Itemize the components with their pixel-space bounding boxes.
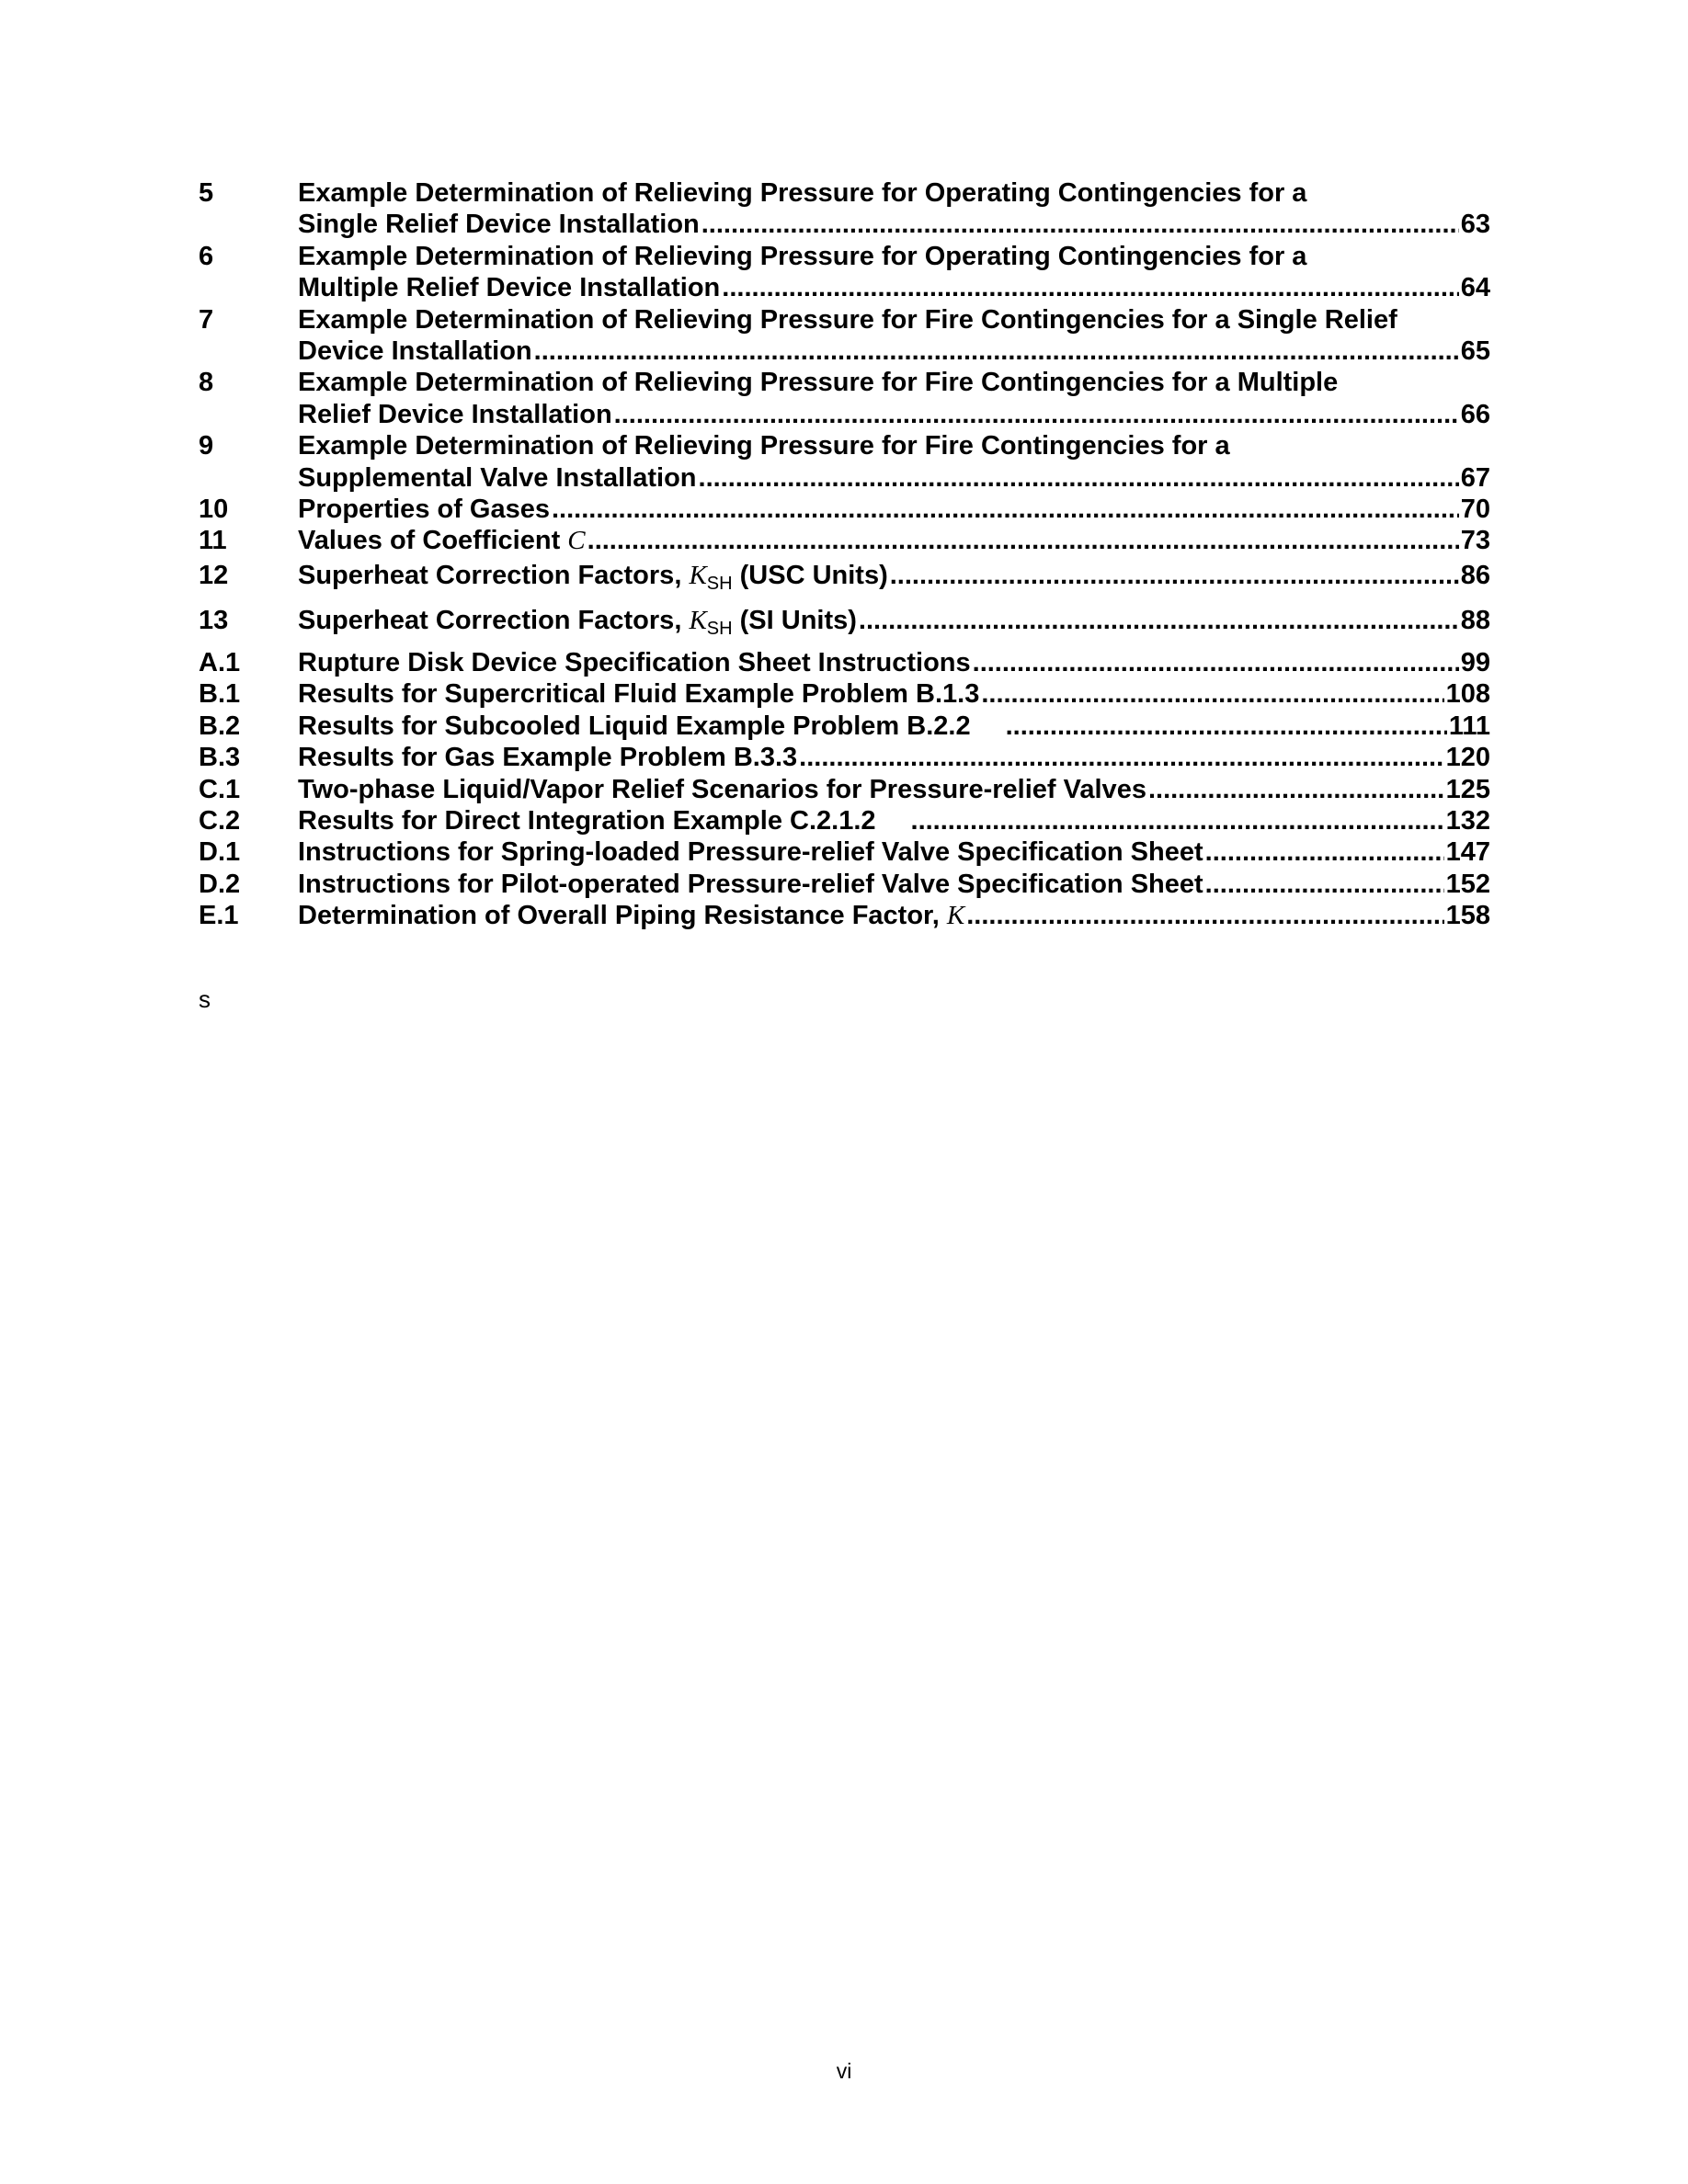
toc-entry-page: 66 (1460, 399, 1490, 429)
dot-leader (701, 209, 1459, 240)
dot-leader (911, 805, 1444, 836)
dot-leader (890, 557, 1459, 594)
toc-entry[interactable] (199, 647, 1490, 678)
toc-entry-number: 11 (199, 526, 227, 556)
dot-leader (699, 462, 1459, 494)
toc-entry-number: B.1 (199, 679, 241, 710)
toc-entry-title: Results for Gas Example Problem B.3.3 (298, 743, 798, 773)
toc-entry-title: Example Determination of Relieving Pressure for Fire Contingencies for a Single Relief (298, 304, 1397, 335)
toc-entry-number: 10 (199, 495, 229, 525)
math-symbol: K (946, 901, 965, 931)
toc-entry[interactable] (199, 900, 1490, 931)
toc-entry[interactable] (199, 678, 1490, 710)
toc-entry-title-continued: Single Relief Device Installation (298, 210, 700, 240)
toc-entry-page: 86 (1460, 560, 1490, 590)
toc-entry[interactable] (199, 177, 1490, 241)
toc-entry-number: 12 (199, 560, 229, 590)
toc-entry-page: 70 (1460, 495, 1490, 525)
toc-entry-number: 9 (199, 431, 214, 461)
toc-entry-number: B.2 (199, 711, 241, 741)
toc-entry-page: 73 (1460, 526, 1490, 556)
toc-entry-title: Example Determination of Relieving Pressure for Fire Contingencies for a (298, 431, 1230, 461)
toc-entry-number: C.1 (199, 774, 241, 804)
toc-entry[interactable] (199, 774, 1490, 805)
dot-leader (1148, 774, 1444, 805)
toc-entry-page: 111 (1448, 711, 1490, 741)
dot-leader (587, 525, 1459, 556)
toc-entry-number: E.1 (199, 901, 239, 931)
toc-entry-number: A.1 (199, 647, 241, 677)
toc-entry-page: 99 (1460, 647, 1490, 677)
toc-entry[interactable] (199, 430, 1490, 494)
toc-entry[interactable] (199, 525, 1490, 556)
toc-entry[interactable] (199, 836, 1490, 868)
toc-entry-page: 67 (1460, 462, 1490, 493)
math-subscript: SH (706, 618, 733, 639)
toc-entry-title: Rupture Disk Device Specification Sheet Instructions (298, 647, 971, 677)
toc-entry-page: 88 (1460, 605, 1490, 635)
toc-entry-title: Example Determination of Relieving Pressure for Fire Contingencies for a Multiple (298, 368, 1339, 398)
toc-entry-title-suffix: (SI Units) (739, 605, 857, 635)
toc-entry-title: Example Determination of Relieving Pressure for Operating Contingencies for a (298, 241, 1307, 271)
dot-leader (1205, 869, 1444, 900)
toc-entry-title: Instructions for Pilot-operated Pressure-relief Valve Specification Sheet (298, 869, 1203, 899)
dot-leader (973, 647, 1459, 678)
toc-entry[interactable] (199, 241, 1490, 304)
toc-entry-title: Superheat Correction Factors, (298, 605, 682, 635)
toc-entry-page: 125 (1445, 774, 1490, 804)
toc-entry-number: 6 (199, 241, 214, 271)
toc-entry-title: Results for Subcooled Liquid Example Problem B.2.2 (298, 711, 971, 741)
toc-entry-title: Example Determination of Relieving Pressure for Operating Contingencies for a (298, 178, 1307, 208)
dot-leader (859, 602, 1459, 639)
toc-entry-page: 108 (1445, 679, 1490, 710)
toc-entry-title: Superheat Correction Factors, (298, 560, 682, 590)
toc-entry[interactable] (199, 711, 1490, 742)
toc-entry[interactable] (199, 367, 1490, 430)
dot-leader (966, 900, 1443, 931)
toc-entry-number: C.2 (199, 805, 241, 836)
math-symbol: K (689, 560, 707, 590)
toc-entry-page: 158 (1445, 901, 1490, 931)
toc-entry-title: Results for Supercritical Fluid Example Problem B.1.3 (298, 679, 980, 710)
table-of-contents (199, 177, 1490, 932)
dot-leader (981, 678, 1443, 710)
toc-entry-number: D.2 (199, 869, 241, 899)
toc-entry-title-continued: Device Installation (298, 336, 532, 367)
toc-entry[interactable] (199, 557, 1490, 602)
toc-entry[interactable] (199, 869, 1490, 900)
toc-entry-title: Properties of Gases (298, 495, 550, 525)
toc-entry-title-continued: Relief Device Installation (298, 399, 612, 429)
stray-character: s (199, 985, 211, 1013)
math-symbol: C (567, 526, 586, 556)
toc-entry-page: 63 (1460, 210, 1490, 240)
toc-entry[interactable] (199, 494, 1490, 525)
toc-entry[interactable] (199, 742, 1490, 773)
toc-entry-title: Determination of Overall Piping Resistance Factor, (298, 901, 940, 931)
toc-entry-title-continued: Multiple Relief Device Installation (298, 273, 721, 303)
toc-entry-title: Values of Coefficient (298, 526, 561, 556)
math-symbol: K (689, 605, 707, 635)
dot-leader (552, 494, 1459, 525)
toc-entry[interactable] (199, 602, 1490, 647)
toc-entry-number: 5 (199, 178, 214, 208)
toc-entry-number: 8 (199, 368, 214, 398)
page-number: vi (836, 2059, 852, 2083)
toc-entry-page: 147 (1445, 837, 1490, 868)
dot-leader (614, 399, 1459, 430)
toc-entry-title: Results for Direct Integration Example C.2.1.2 (298, 805, 876, 836)
toc-entry-title: Instructions for Spring-loaded Pressure-relief Valve Specification Sheet (298, 837, 1203, 868)
dot-leader (1205, 836, 1444, 868)
toc-entry-number: 13 (199, 605, 229, 635)
toc-entry[interactable] (199, 304, 1490, 368)
toc-entry-title-continued: Supplemental Valve Installation (298, 462, 697, 493)
toc-entry-page: 132 (1445, 805, 1490, 836)
toc-entry-title-suffix: (USC Units) (739, 560, 888, 590)
toc-entry-page: 64 (1460, 273, 1490, 303)
dot-leader (799, 742, 1443, 773)
dot-leader (1006, 711, 1447, 742)
toc-entry-page: 65 (1460, 336, 1490, 367)
toc-entry-number: B.3 (199, 743, 241, 773)
dot-leader (722, 272, 1458, 303)
dot-leader (534, 336, 1459, 367)
toc-entry-number: 7 (199, 304, 214, 335)
toc-entry-title: Two-phase Liquid/Vapor Relief Scenarios for Pressure-relief Valves (298, 774, 1146, 804)
toc-entry-page: 152 (1445, 869, 1490, 899)
math-subscript: SH (706, 573, 733, 594)
toc-entry-number: D.1 (199, 837, 241, 868)
toc-entry[interactable] (199, 805, 1490, 836)
toc-entry-page: 120 (1445, 743, 1490, 773)
